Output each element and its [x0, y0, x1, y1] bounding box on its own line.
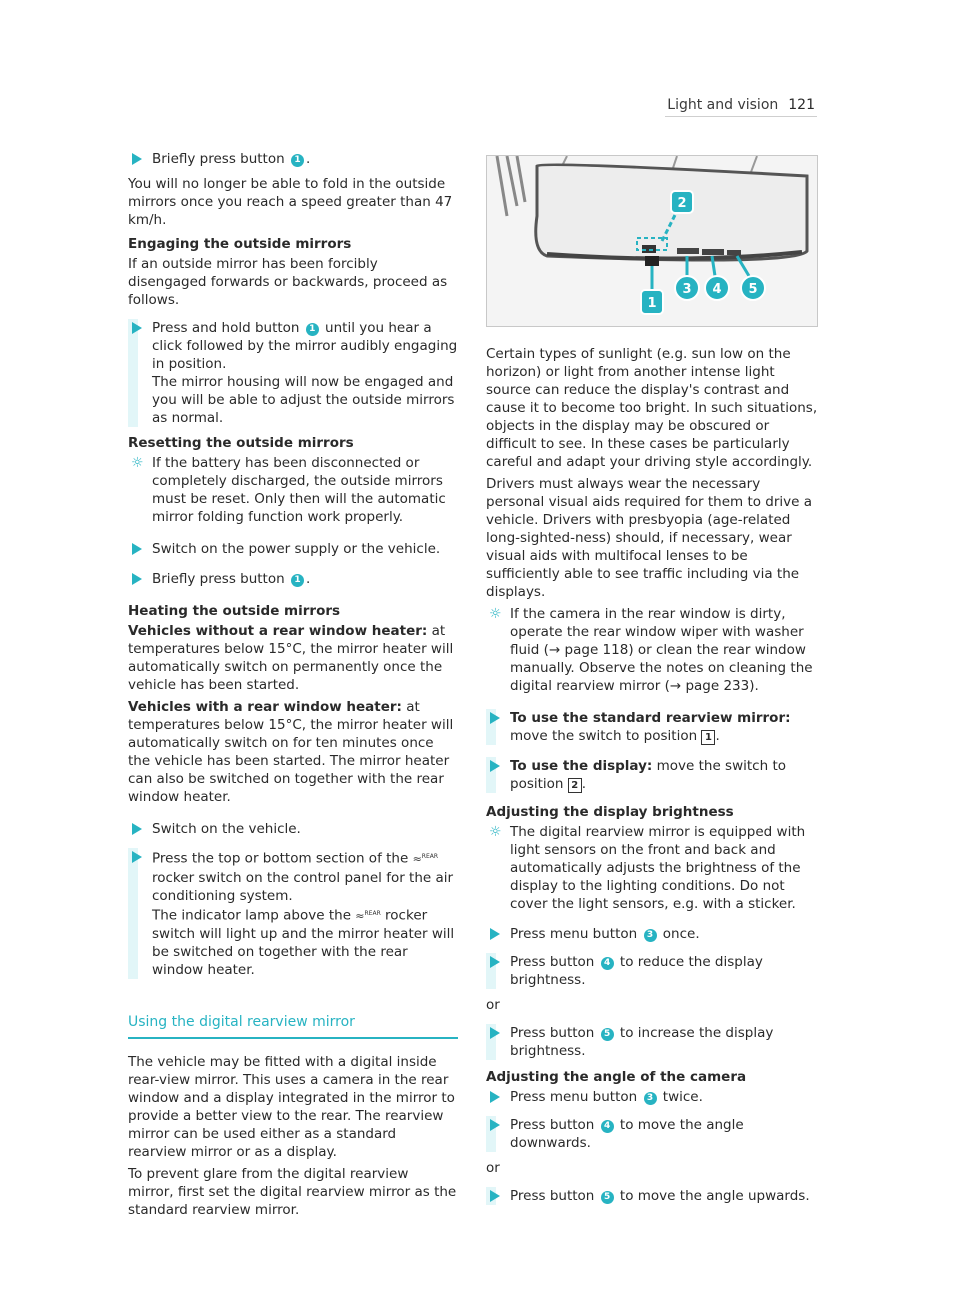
- callout-4-icon: 4: [601, 957, 614, 970]
- resetting-note: [128, 454, 458, 526]
- callout-1-icon: 1: [291, 574, 304, 587]
- position-1-icon: 1: [701, 730, 715, 745]
- page-header: [667, 96, 815, 114]
- rearview-mirror-figure: [486, 155, 818, 327]
- inline-heading: To use the display:: [510, 758, 653, 774]
- arrow-icon: [490, 956, 500, 968]
- paragraph-text: at temperatures below 15°C, the mirror heater will automatically switch on for ten minutes once the vehicle has been started. The mirror heater can also be switched on together with the rear window heater.: [128, 699, 454, 805]
- callout-1-icon: 1: [291, 154, 304, 167]
- figure-label-4: 4: [712, 282, 722, 297]
- step-result: The mirror housing will now be engaged and you will be able to adjust the outside mirrors as normal.: [152, 374, 455, 426]
- sunlight-text: Certain types of sunlight (e.g. sun low on the horizon) or light from another intense light source can reduce the display's contrast and cause it to become too bright. In such situations, objects in the display may be obscured or difficult to see. In these cases be particularly careful and adapt your driving style accordingly.: [486, 346, 818, 470]
- brightness-note: [486, 823, 818, 913]
- arrow-icon: [490, 1190, 500, 1202]
- step-text: Press the top or bottom section of the: [152, 850, 413, 867]
- arrow-icon: [132, 153, 142, 165]
- or-text: or: [486, 1160, 500, 1176]
- arrow-icon: [490, 712, 500, 724]
- rear-window-heater-icon: ≈$^{REAR}$: [412, 852, 439, 866]
- digital-mirror-title: Using the digital rearview mirror: [128, 1013, 458, 1039]
- figure-label-3: 3: [682, 282, 692, 297]
- figure-label-5: 5: [748, 282, 758, 297]
- digital-intro: The vehicle may be fitted with a digital inside rear-view mirror. This uses a camera in the rear window and a display integrated in the mirror to provide a better view to the rear. The rearview mirror can be used either as a standard rearview mirror or as a display.: [128, 1054, 455, 1161]
- or-text: or: [486, 997, 500, 1013]
- step-text: .: [305, 571, 311, 587]
- step-reduce-brightness: Press button 4 to reduce the display brightness.: [486, 953, 818, 989]
- info-icon: ☼: [489, 606, 502, 622]
- callout-1-icon: 1: [306, 323, 319, 336]
- inline-heading: Vehicles with a rear window heater:: [128, 699, 402, 715]
- note-text: If the battery has been disconnected or completely discharged, the outside mirrors must be reset. Only then will the automatic mirror folding function work properly.: [152, 455, 446, 525]
- arrow-icon: [132, 573, 142, 585]
- section-name: Light and vision: [667, 97, 779, 113]
- step-switch-on-power: [128, 540, 458, 558]
- step-text: Briefly press button: [152, 571, 289, 587]
- step-text: Switch on the power supply or the vehicle.: [152, 541, 441, 557]
- rear-window-heater-icon: ≈$^{REAR}$: [355, 909, 381, 923]
- arrow-icon: [490, 928, 500, 940]
- step-text: Press and hold button: [152, 320, 304, 336]
- left-column: [128, 150, 458, 1223]
- step-standard-mirror: To use the standard rearview mirror: move the switch to position 1 .: [486, 709, 818, 745]
- step-text: Switch on the vehicle.: [152, 821, 301, 837]
- note-text: If the camera in the rear window is dirty, operate the rear window wiper with washer fluid (→ page 118) or clean the rear window manually. Observe the notes on cleaning the digital rearview mirror (→ page 233).: [510, 606, 813, 694]
- callout-5-icon: 5: [601, 1028, 614, 1041]
- callout-4-icon: 4: [601, 1120, 614, 1133]
- step-display: To use the display: move the switch to position 2 .: [486, 757, 818, 793]
- visual-aids-text: Drivers must always wear the necessary personal visual aids required for them to drive a vehicle. Drivers with presbyopia (age-related long-sighted-ness) should, if necessary, wear visual aids with multifocal lenses to be sufficiently able to see traffic including via the displays.: [486, 476, 813, 600]
- arrow-icon: [132, 322, 142, 334]
- heating-heading: Heating the outside mirrors: [128, 603, 341, 619]
- heating-without: [128, 622, 458, 694]
- step-increase-brightness: Press button 5 to increase the display brightness.: [486, 1024, 818, 1060]
- arrow-icon: [132, 851, 142, 863]
- fold-note: You will no longer be able to fold in the outside mirrors once you reach a speed greater than 47 km/h.: [128, 176, 453, 228]
- arrow-icon: [132, 543, 142, 555]
- inline-heading: Vehicles without a rear window heater:: [128, 623, 428, 639]
- page-number: 121: [788, 97, 815, 113]
- step-text: .: [305, 151, 311, 167]
- info-icon: ☼: [131, 455, 144, 471]
- inline-heading: To use the standard rearview mirror:: [510, 710, 791, 726]
- header-rule: [665, 116, 817, 117]
- step-angle-down: Press button 4 to move the angle downwards.: [486, 1116, 818, 1152]
- callout-5-icon: 5: [601, 1191, 614, 1204]
- callout-3-icon: 3: [644, 929, 657, 942]
- arrow-icon: [132, 823, 142, 835]
- paragraph-text: at temperatures below 15°C, the mirror heater will automatically switch on permanently once the vehicle has been started.: [128, 623, 454, 693]
- step-press-button-1: [128, 150, 458, 168]
- step-switch-on-vehicle: [128, 820, 458, 838]
- arrow-icon: [490, 1027, 500, 1039]
- step-result: The indicator lamp above the ≈$^{REAR}$ rocker switch will light up and the mirror heater will be switched on together with the rear window heater.: [152, 905, 458, 980]
- step-text: rocker switch on the control panel for the air conditioning system.: [152, 869, 454, 904]
- step-text: until you hear a click followed by the mirror audibly engaging in position.: [152, 320, 458, 372]
- engaging-heading: Engaging the outside mirrors: [128, 236, 352, 252]
- step-menu-once: Press menu button 3 once.: [486, 925, 818, 943]
- right-column: [486, 155, 818, 1212]
- step-press-rocker: [128, 848, 458, 979]
- angle-heading: Adjusting the angle of the camera: [486, 1069, 747, 1085]
- digital-glare: To prevent glare from the digital rearview mirror, first set the digital rearview mirror as the standard rearview mirror.: [128, 1166, 457, 1219]
- arrow-icon: [490, 1119, 500, 1131]
- figure-label-1: 1: [647, 296, 657, 311]
- step-text: Briefly press button: [152, 151, 289, 167]
- mirror-illustration: [487, 156, 817, 326]
- brightness-heading: Adjusting the display brightness: [486, 804, 734, 820]
- step-angle-up: Press button 5 to move the angle upwards.: [486, 1187, 818, 1205]
- engaging-text: If an outside mirror has been forcibly disengaged forwards or backwards, proceed as follows.: [128, 256, 448, 308]
- step-briefly-press: [128, 570, 458, 588]
- note-text: The digital rearview mirror is equipped with light sensors on the front and back and automatically adjusts the brightness of the display to the lighting conditions. Do not cover the light sensors, e.g. with a sticker.: [510, 824, 806, 912]
- heating-with: [128, 698, 458, 806]
- callout-3-icon: 3: [644, 1092, 657, 1105]
- figure-label-2: 2: [677, 196, 687, 211]
- arrow-icon: [490, 760, 500, 772]
- arrow-icon: [490, 1091, 500, 1103]
- step-press-hold: [128, 319, 458, 427]
- info-icon: ☼: [489, 824, 502, 840]
- step-menu-twice: Press menu button 3 twice.: [486, 1088, 818, 1106]
- resetting-heading: Resetting the outside mirrors: [128, 435, 354, 451]
- camera-dirty-note: [486, 605, 818, 695]
- position-2-icon: 2: [568, 778, 582, 793]
